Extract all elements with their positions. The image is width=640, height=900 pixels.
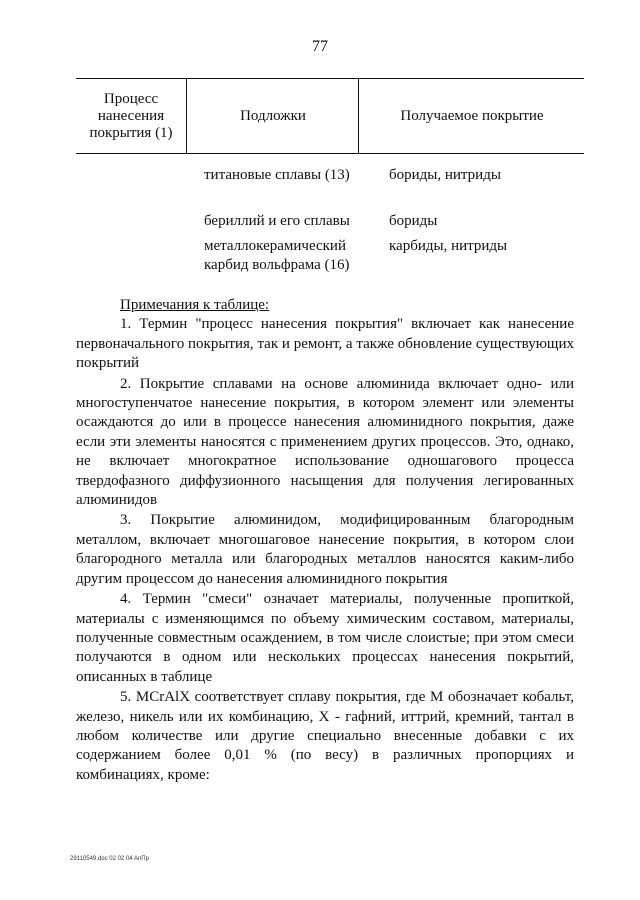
table-row-1-substrate: титановые сплавы (13)	[204, 167, 350, 183]
header-substrates: Подложки	[186, 79, 359, 153]
note-item-1: 1. Термин "процесс нанесения покрытия" включает как нанесение первоначального покрытия, так и ремонт, а также обновление существующих покрытий	[76, 316, 574, 372]
header-process: Процесс нанесения покрытия (1)	[89, 90, 173, 141]
footer-doc-id: 29110549.doc 02 02 04 AnПр	[70, 856, 149, 862]
notes-title: Примечания к таблице:	[120, 297, 270, 313]
note-item-5: 5. MCrAlX соответствует сплаву покрытия, где M обозначает кобальт, железо, никель или их комбинацию, X - гафний, иттрий, кремний, тантал в любом количестве или другие специально внесенные добавки с их содержанием более 0,01 % (по весу) в различных пропорциях и комбинациях, кроме:	[76, 689, 574, 783]
table-row-3-substrate: металлокерамический карбид вольфрама (16)	[204, 238, 350, 273]
note-item-3: 3. Покрытие алюминидом, модифицированным благородным металлом, включает многошаговое нанесение покрытия, в котором слои благородного металла или благородных металлов наносятся каким-либо другим процессом до нанесения алюминидного покрытия	[76, 512, 574, 587]
table-row-2-substrate: бериллий и его сплавы	[204, 213, 350, 229]
notes-section	[76, 296, 574, 786]
page-number: 77	[312, 38, 328, 55]
table-row-1-coating: бориды, нитриды	[389, 167, 501, 183]
table-row-2-coating: бориды	[389, 213, 438, 229]
header-coating: Получаемое покрытие	[358, 79, 585, 153]
note-item-4: 4. Термин "смеси" означает материалы, полученные пропиткой, материалы с изменяющимся по объему химическим составом, материалы, полученные совместным осаждением, в том числе слоистые; при этом смеси получаются в одном или нескольких процессах нанесения покрытий, описанных в таблице	[76, 591, 574, 685]
table-row-3-coating: карбиды, нитриды	[389, 238, 508, 254]
note-item-2: 2. Покрытие сплавами на основе алюминида включает одно- или многоступенчатое нанесение покрытия, в котором элемент или элементы осаждаются до или в процессе нанесения алюминидного покрытия, даже если эти элементы наносятся с применением других процессов. Это, однако, не включает многократное использование одношагового процесса твердофазного диффузионного насыщения для получения легированных алюминидов	[76, 375, 574, 509]
table-header	[76, 78, 584, 154]
